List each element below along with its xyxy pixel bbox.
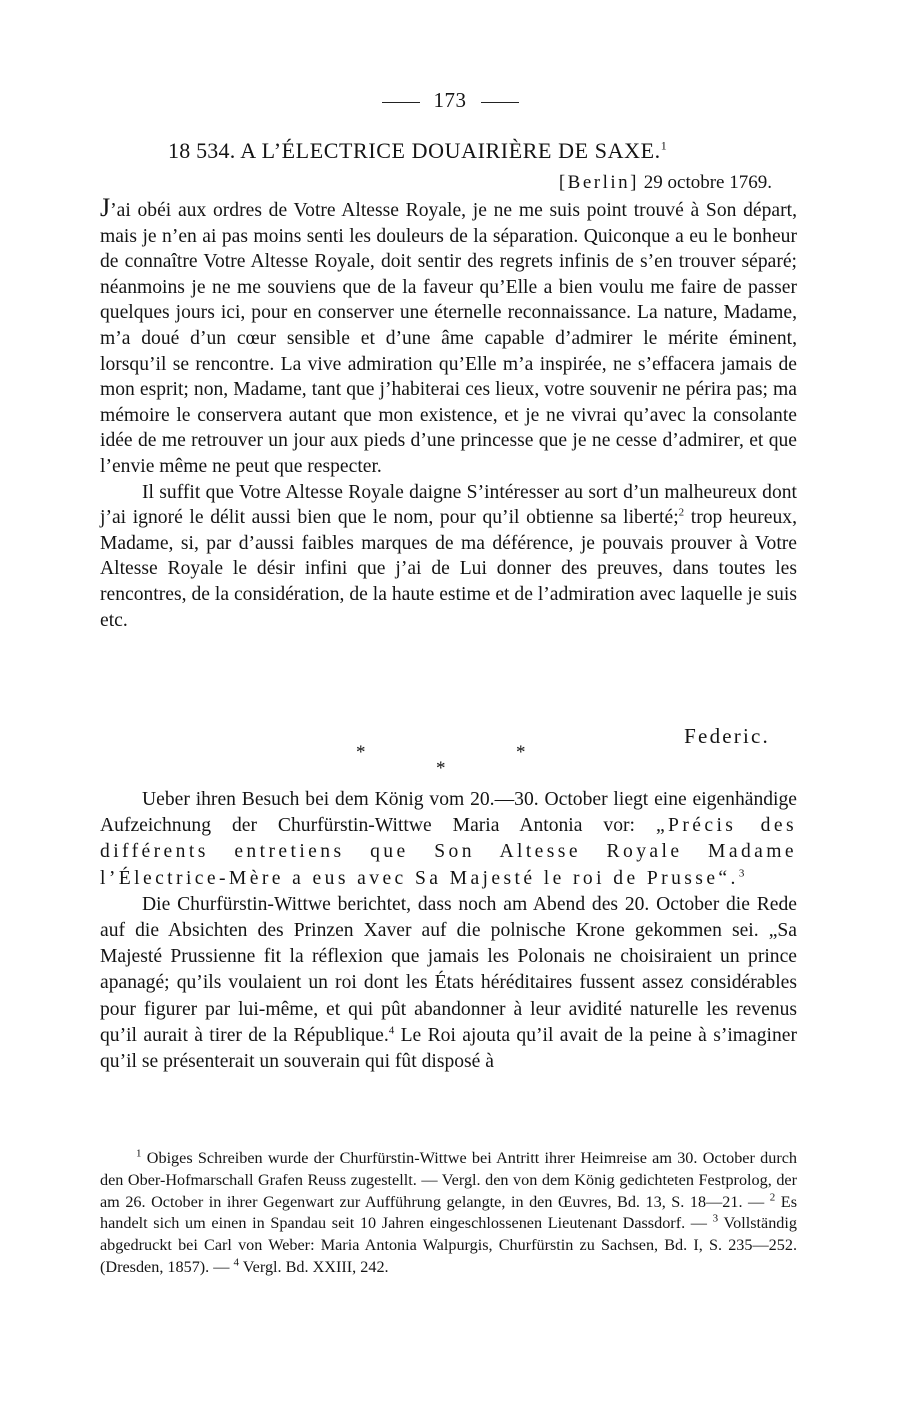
letter-body bbox=[100, 193, 797, 633]
letter-title: A L’ÉLECTRICE DOUAIRIÈRE DE SAXE. bbox=[240, 138, 661, 163]
letter-paragraph-2-text-b: trop heureux, Madame, si, par d’aussi faibles marques de ma déférence, je pouvais prouver à Votre Altesse Royale le désir infini que j’ai de Lui donner des preuves, dans toutes les rencontres, de la considération, de la haute estime et de l’admiration avec laquelle je suis etc. bbox=[100, 507, 797, 631]
footnote-ref-3: 3 bbox=[738, 867, 745, 880]
footnote-2-text: Es handelt sich um einen in Spandau seit 10 Jahren eingeschlossenen Lieutenant Dassdorf. — bbox=[100, 1192, 797, 1233]
commentary-paragraph-1 bbox=[100, 787, 797, 892]
commentary-paragraph-1-text: Ueber ihren Besuch bei dem König vom 20.—30. October liegt eine eigenhändige Aufzeichnung der Churfürstin-Wittwe Maria Antonia vor: bbox=[100, 789, 797, 837]
letter-heading bbox=[168, 138, 808, 164]
commentary-body bbox=[100, 787, 797, 1075]
dateline-place: [Berlin] bbox=[558, 172, 640, 193]
page-number-dash-right bbox=[481, 102, 519, 103]
footnote-1-text: Obiges Schreiben wurde der Churfürstin-Wittwe bei Antritt ihrer Heimreise am 30. October durch den Ober-Hofmarschall Grafen Reuss zugestellt. — Vergl. den von dem König gedichteten Festprolog, der am 26. October in ihrer Gegenwart zur Aufführung gelangte, in den Œuvres, Bd. 13, S. 18—21. — bbox=[100, 1149, 797, 1211]
footnote-block bbox=[100, 1148, 797, 1279]
letter-paragraph-2 bbox=[100, 480, 797, 634]
commentary-paragraph-2-text-b: Le Roi ajouta qu’il avait de la peine à s’imaginer qu’il se présenterait un souverain qui fût disposé à bbox=[100, 1024, 797, 1073]
footnote-ref-2: 2 bbox=[678, 506, 685, 519]
footnote-mark-1: 1 bbox=[136, 1147, 142, 1160]
footnote-mark-4: 4 bbox=[233, 1256, 240, 1269]
separator-star-left: * bbox=[356, 742, 366, 763]
letter-number: 18 534. bbox=[168, 138, 236, 163]
footnote-3-text: Vollständig abgedruckt bei Carl von Weber: Maria Antonia Walpurgis, Churfürstin zu Sachsen, Bd. I, S. 235—252. (Dresden, 1857). — bbox=[100, 1214, 797, 1276]
footnote-mark-2: 2 bbox=[769, 1191, 776, 1204]
letter-initial: J bbox=[100, 193, 111, 222]
commentary-quoted-title: „Précis des différents entretiens que Son Altesse Royale Madame l’Électrice-Mère a eus avec Sa Majesté le roi de Prusse“. bbox=[100, 815, 798, 889]
commentary-paragraph-2 bbox=[100, 892, 797, 1075]
footnote-mark-3: 3 bbox=[712, 1213, 719, 1225]
page-number-text: 173 bbox=[433, 88, 467, 112]
page-number-dash-left bbox=[382, 102, 420, 103]
signature: Federic. bbox=[684, 724, 770, 748]
footnote-4-text: Vergl. Bd. XXIII, 242. bbox=[239, 1257, 389, 1276]
page-number bbox=[0, 88, 900, 113]
separator-star-center: * bbox=[436, 758, 446, 779]
footnotes bbox=[100, 1148, 797, 1279]
dateline bbox=[559, 172, 772, 194]
heading-footnote-mark: 1 bbox=[660, 138, 668, 153]
section-separator bbox=[0, 740, 900, 780]
letter-paragraph-1-text: ’ai obéi aux ordres de Votre Altesse Royale, je ne me suis point trouvé à Son départ, mais je n’en ai pas moins senti les douleurs de la séparation. Quiconque a eu le bonheur de connaître Votre Altesse Royale, doit sentir des regrets infinis de s’en trouver séparé; néanmoins je ne me souviens que de la faveur qu’Elle a bien voulu me faire de passer quelques jours ici, pour en conserver une éternelle reconnaissance. La nature, Madame, m’a doué d’un cœur sensible et d’une âme capable d’admirer le mérite éminent, lorsqu’il se rencontre. La vive admiration qu’Elle m’a inspirée, ne s’effacera jamais de mon esprit; non, Madame, tant que j’habiterai ces lieux, votre souvenir ne périra pas; ma mémoire le conservera autant que mon existence, et je ne vivrai qu’avec la consolante idée de me retrouver un jour aux pieds d’une princesse que je ne cesse d’admirer, et que l’envie même ne peut que respecter. bbox=[100, 200, 797, 477]
dateline-date: 29 octobre 1769. bbox=[643, 172, 772, 193]
letter-paragraph-2-text-a: Il suffit que Votre Altesse Royale daigne S’intéresser au sort d’un malheureux dont j’ai ignoré le délit aussi bien que le nom, pour qu’il obtienne sa liberté; bbox=[100, 481, 797, 529]
letter-paragraph-1 bbox=[100, 193, 797, 480]
commentary-paragraph-2-text-a: Die Churfürstin-Wittwe berichtet, dass noch am Abend des 20. October die Rede auf die Absichten des Prinzen Xaver auf die polnische Krone gekommen sei. „Sa Majesté Prussienne fit la réflexion que jamais les Polonais ne choisiraient un prince apanagé; qu’ils voulaient un roi dont les États héréditaires fussent assez considérables pour figurer par lui-même, et qui pût abandonner à leur avidité naturelle les revenus qu’il aurait à tirer de la République. bbox=[100, 893, 797, 1046]
footnote-ref-4: 4 bbox=[388, 1024, 395, 1037]
separator-star-right: * bbox=[516, 742, 526, 763]
